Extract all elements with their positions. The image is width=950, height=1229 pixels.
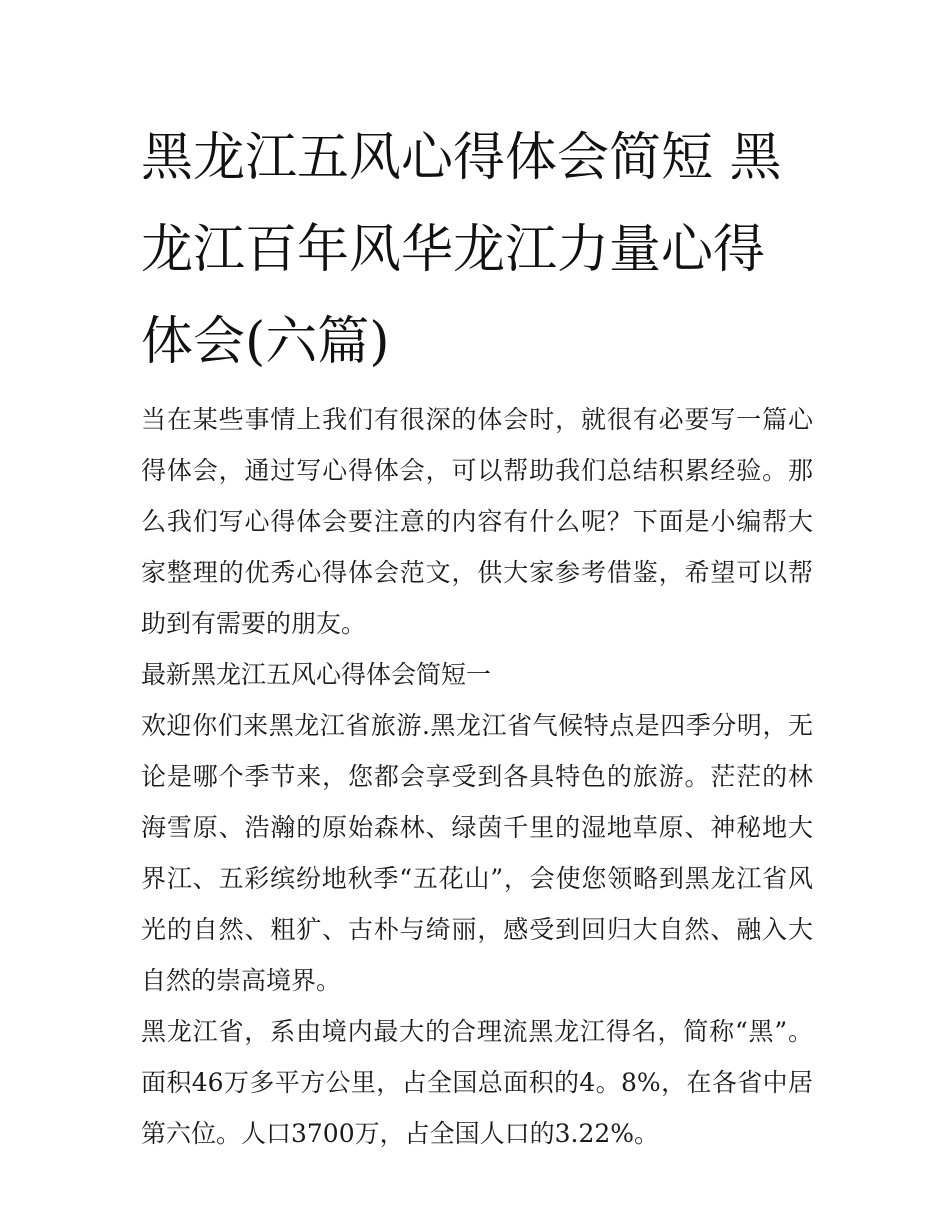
section-heading: 最新黑龙江五风心得体会简短一 bbox=[141, 660, 492, 689]
intro-paragraph: 当在某些事情上我们有很深的体会时，就很有必要写一篇心得体会，通过写心得体会，可以帮助我们总结积累经验。那么我们写心得体会要注意的内容有什么呢？下面是小编帮大家整理的优秀心得体会范文，供大家参考借鉴，希望可以帮助到有需要的朋友。 bbox=[141, 405, 813, 638]
title-block bbox=[141, 112, 813, 388]
body-paragraph-1: 欢迎你们来黑龙江省旅游.黑龙江省气候特点是四季分明，无论是哪个季节来，您都会享受到各具特色的旅游。茫茫的林海雪原、浩瀚的原始森林、绿茵千里的湿地草原、神秘地大界江、五彩缤纷地秋季“五花山”，会使您领略到黑龙江省风光的自然、粗犷、古朴与绮丽，感受到回归大自然、融入大自然的崇高境界。 bbox=[141, 711, 813, 995]
document-title: 黑龙江五风心得体会简短 黑龙江百年风华龙江力量心得体会(六篇) bbox=[141, 128, 782, 372]
body-paragraph-2: 黑龙江省，系由境内最大的合理流黑龙江得名，简称“黑”。面积46万多平方公里，占全国总面积的4。8%，在各省中居第六位。人口3700万，占全国人口的3.22%。 bbox=[141, 1017, 813, 1148]
document-page bbox=[141, 112, 813, 1159]
